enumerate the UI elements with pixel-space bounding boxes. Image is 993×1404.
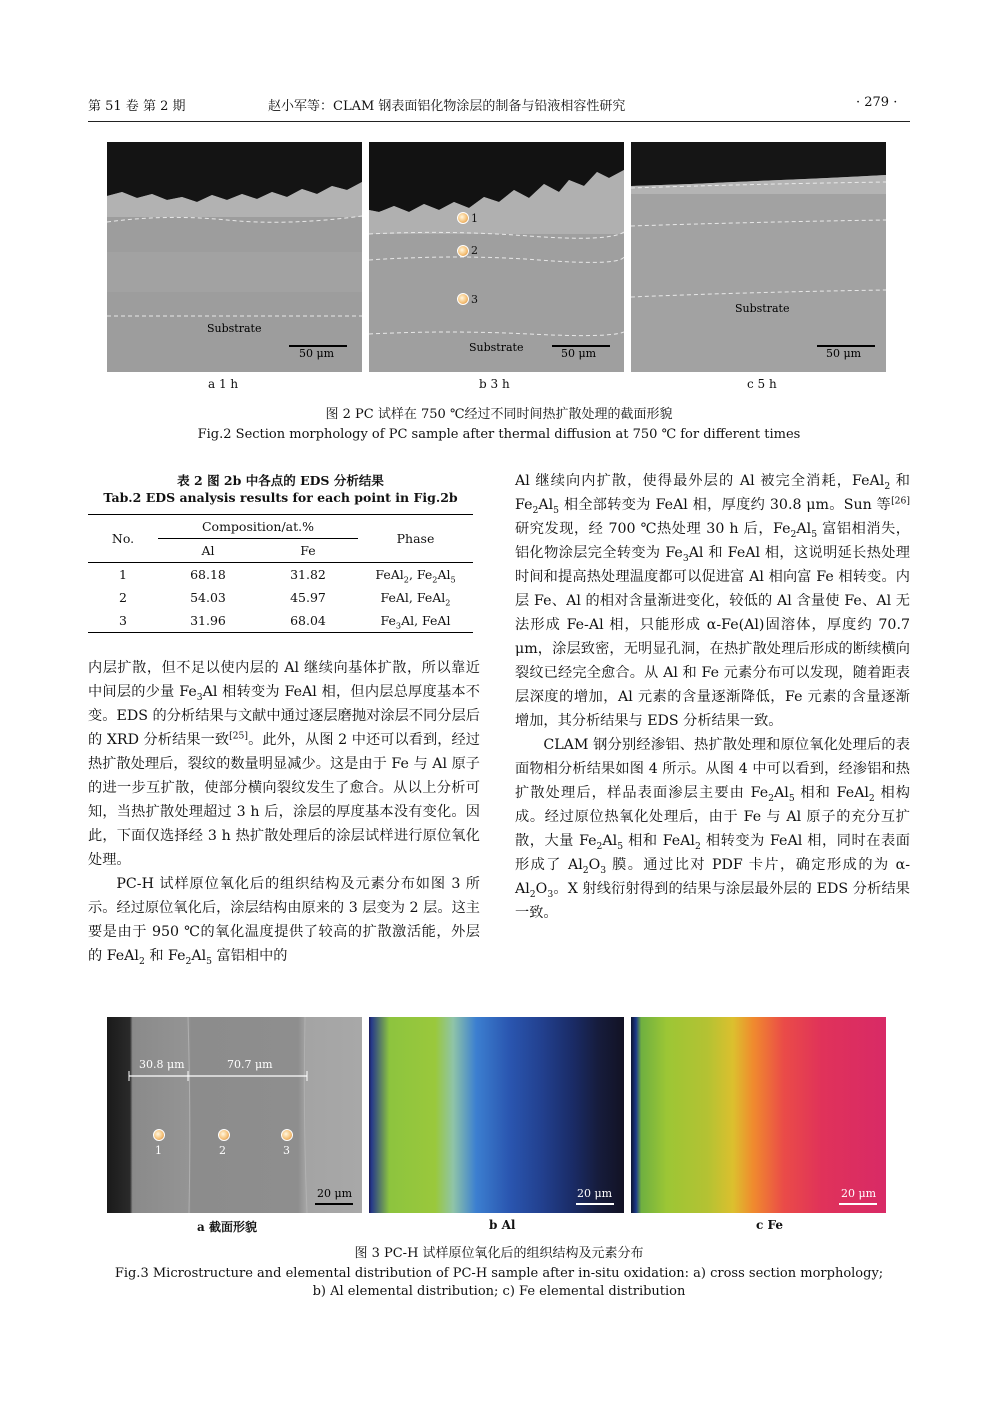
fig2-caption-cn: 图 2 PC 试样在 750 ℃经过不同时间热扩散处理的截面形貌 — [325, 407, 673, 422]
fig3-panel-a — [107, 1017, 362, 1213]
head-composition: Composition/at.% — [158, 515, 358, 539]
head-phase: Phase — [396, 531, 435, 546]
point-label: 2 — [219, 1144, 226, 1157]
fig3-caption-cn: 图 3 PC-H 试样原位氧化后的组织结构及元素分布 — [354, 1246, 644, 1261]
fig3-label-a: a 截面形貌 — [197, 1220, 257, 1234]
measure-label-inner: 70.7 μm — [227, 1058, 273, 1071]
scale-label: 50 μm — [826, 347, 862, 360]
scale-bar — [315, 1203, 353, 1205]
cell-al: 31.96 — [190, 613, 226, 628]
table-title-cn: 表 2 图 2b 中各点的 EDS 分析结果 — [177, 473, 384, 488]
cell-al: 54.03 — [190, 590, 226, 605]
cell-no: 1 — [119, 567, 127, 582]
fig2-label-a: a 1 h — [208, 377, 239, 391]
fig2-label-b: b 3 h — [479, 377, 510, 391]
scale-label: 50 μm — [299, 347, 335, 360]
point-marker — [457, 212, 469, 224]
head-al: Al — [201, 543, 215, 558]
fig3-panel-c — [631, 1017, 886, 1213]
fig3-label-b: b Al — [489, 1218, 516, 1232]
scale-label: 20 μm — [317, 1187, 353, 1200]
header-volume: 第 51 卷 第 2 期 — [88, 99, 186, 114]
substrate-label: Substrate — [207, 322, 262, 335]
point-marker — [153, 1129, 165, 1141]
cell-no: 2 — [119, 590, 127, 605]
cell-fe: 68.04 — [290, 613, 326, 628]
head-fe: Fe — [300, 543, 316, 558]
header-title: 赵小军等：CLAM 钢表面铝化物涂层的制备与铅液相容性研究 — [268, 99, 626, 114]
scale-bar — [839, 1203, 877, 1205]
eds-table — [88, 514, 473, 633]
scale-label: 20 μm — [577, 1187, 613, 1200]
cell-phase: FeAl$_2$, $Fe_2Al_5$ — [375, 567, 456, 585]
table-row — [88, 609, 473, 633]
cell-no: 3 — [119, 613, 127, 628]
point-label: 1 — [155, 1144, 162, 1157]
fig2-panel-a — [107, 142, 362, 372]
cell-phase: $Fe_3Al$, FeAl — [380, 613, 451, 631]
table-row — [88, 586, 473, 609]
point-label: 3 — [471, 293, 478, 306]
fig2-panel-b — [369, 142, 624, 372]
header-page: · 279 · — [856, 95, 898, 110]
cell-fe: 45.97 — [290, 590, 326, 605]
point-marker — [457, 293, 469, 305]
point-label: 2 — [471, 244, 478, 257]
point-marker — [281, 1129, 293, 1141]
head-no: No. — [111, 531, 135, 546]
fig2-panel-c — [631, 142, 886, 372]
point-marker — [457, 245, 469, 257]
measure-label-outer: 30.8 μm — [139, 1058, 185, 1071]
fig3-caption-en-1: Fig.3 Microstructure and elemental distribution of PC-H sample after in-situ oxidation: a) cross section morphology; — [114, 1266, 884, 1281]
scale-bar — [576, 1203, 614, 1205]
scale-label: 50 μm — [561, 347, 597, 360]
header-rule — [88, 121, 910, 122]
substrate-label: Substrate — [735, 302, 790, 315]
fig3-panel-b — [369, 1017, 624, 1213]
table-title-en: Tab.2 EDS analysis results for each point in Fig.2b — [103, 490, 458, 505]
scale-label: 20 μm — [841, 1187, 877, 1200]
cell-phase: FeAl, FeAl$_2$ — [380, 590, 451, 608]
fig2-label-c: c 5 h — [747, 377, 777, 391]
table-row — [88, 563, 473, 587]
right-column-text: Al 继续向内扩散，使得最外层的 Al 被完全消耗，FeAl$_2$ 和 $Fe_2Al_5$ 相全部转变为 FeAl 相，厚度约 30.8 μm。Sun 等[26]研究发现，经 700 ℃热处理 30 h 后，$Fe_2Al_5$ 富铝相消失，铝化物涂层完全转变为 $Fe_3Al$ 和 FeAl 相，这说明延长热处理时间和提高热处理温度都可以促进富 Al 相向富 Fe 相转变。内层 Fe、Al 的相对含量渐进变化，较低的 Al 含量使 Fe、Al 无法形成 Fe-Al 相，只能形成 α-Fe(Al)固溶体，厚度约 70.7 μm，涂层致密，无明显孔洞，在热扩散处理后形成的断续横向裂纹已经完全愈合。从 Al 和 Fe 元素分布可以发现，随着距表层深度的增加，Al 元素的含量逐渐降低，Fe 元素的含量逐渐增加，其分析结果与 EDS 分析结果一致。 CLAM 钢分别经渗铝、热扩散处理和原位氧化处理后的表面物相分析结果如图 4 所示。从图 4 中可以看到，经渗铝和热扩散处理后，样品表面渗层主要由 $Fe_2Al_5$ 相和 FeAl$_2$ 相构成。经过原位热氧化处理后，由于 Fe 与 Al 原子的充分互扩散，大量 $Fe_2Al_5$ 相和 FeAl$_2$ 相转变为 FeAl 相，同时在表面形成了 $Al_2O_3$ 膜。通过比对 PDF 卡片，确定形成的为 $\alpha-Al_2O_3$。X 射线衍射得到的结果与涂层最外层的 EDS 分析结果一致。 — [515, 473, 910, 921]
point-label: 3 — [283, 1144, 290, 1157]
fig3-caption-en-2: b) Al elemental distribution; c) Fe elemental distribution — [312, 1284, 686, 1299]
fig3-label-c: c Fe — [756, 1218, 783, 1232]
point-label: 1 — [471, 212, 478, 225]
fig2-caption-en: Fig.2 Section morphology of PC sample after thermal diffusion at 750 ℃ for different times — [197, 427, 801, 442]
cell-al: 68.18 — [190, 567, 226, 582]
cell-fe: 31.82 — [290, 567, 326, 582]
point-marker — [218, 1129, 230, 1141]
substrate-label: Substrate — [469, 341, 524, 354]
left-column-text: 内层扩散，但不足以使内层的 Al 继续向基体扩散，所以靠近中间层的少量 $Fe_3Al$ 相转变为 FeAl 相，但内层总厚度基本不变。EDS 的分析结果与文献中通过逐层磨抛对涂层不同分层后的 XRD 分析结果一致[25]。此外，从图 2 中还可以看到，经过热扩散处理后，裂纹的数量明显减少。这是由于 Fe 与 Al 原子的进一步互扩散，使部分横向裂纹发生了愈合。从以上分析可知，当热扩散处理超过 3 h 后，涂层的厚度基本没有变化。因此，下面仅选择经 3 h 热扩散处理后的涂层试样进行原位氧化处理。 PC-H 试样原位氧化后的组织结构及元素分布如图 3 所示。经过原位氧化后，涂层结构由原来的 3 层变为 2 层。这主要是由于 950 ℃的氧化温度提供了较高的扩散激活能，外层的 FeAl$_2$ 和 $Fe_2Al_5$ 富铝相中的 — [88, 660, 480, 967]
